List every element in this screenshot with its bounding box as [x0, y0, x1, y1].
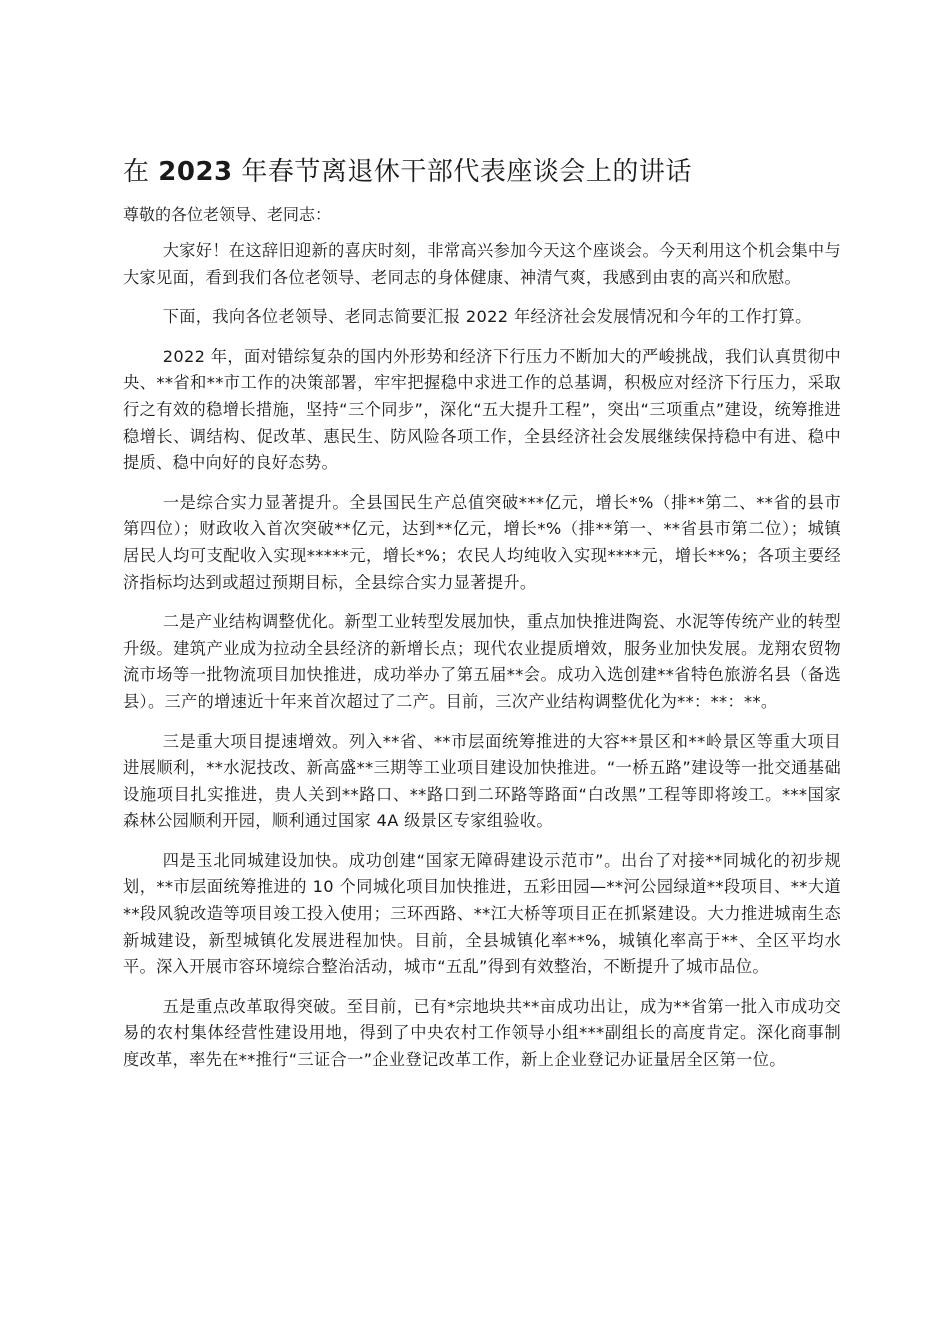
document-title [123, 150, 841, 194]
paragraph-intro: 下面，我向各位老领导、老同志简要汇报 2022 年经济社会发展情况和今年的工作打算。 [162, 307, 812, 327]
paragraph-overview: 2022 年，面对错综复杂的国内外形势和经济下行压力不断加大的严峻挑战，我们认真贯彻中央、**省和**市工作的决策部署，牢牢把握稳中求进工作的总基调，积极应对经济下行压力，采取行之有效的稳增长措施，坚持“三个同步”，深化“五大提升工程”，突出“三项重点”建设，统筹推进稳增长、调结构、促改革、惠民生、防风险各项工作，全县经济社会发展继续保持稳中有进、稳中提质、稳中向好的良好态势。 [123, 346, 841, 473]
title-prefix: 在 [123, 157, 150, 187]
title-year: 2023 [158, 157, 233, 187]
paragraph-point-3: 三是重大项目提速增效。列入**省、**市层面统筹推进的大容**景区和**岭景区等重大项目进展顺利，**水泥技改、新高盛**三期等工业项目建设加快推进。“一桥五路”建设等一批交通基础设施项目扎实推进，贵人关到**路口、**路口到二环路等路面“白改黑”工程等即将竣工。***国家森林公园顺利开园，顺利通过国家 4A 级景区专家组验收。 [123, 731, 841, 831]
document-page [123, 150, 841, 1087]
salutation: 尊敬的各位老领导、老同志： [123, 205, 332, 224]
paragraph-point-4: 四是玉北同城建设加快。成功创建“国家无障碍建设示范市”。出台了对接**同城化的初步规划，**市层面统筹推进的 10 个同城化项目加快推进，五彩田园—**河公园绿道**段项目、**大道**段风貌改造等项目竣工投入使用；三环西路、**江大桥等项目正在抓紧建设。大力推进城南生态新城建设，新型城镇化发展进程加快。目前，全县城镇化率**%，城镇化率高于**、全区平均水平。深入开展市容环境综合整治活动，城市“五乱”得到有效整治，不断提升了城市品位。 [123, 850, 841, 977]
paragraph-greeting: 大家好！在这辞旧迎新的喜庆时刻，非常高兴参加今天这个座谈会。今天利用这个机会集中与大家见面，看到我们各位老领导、老同志的身体健康、神清气爽，我感到由衷的高兴和欣慰。 [123, 241, 841, 287]
title-suffix: 年春节离退休干部代表座谈会上的讲话 [241, 157, 692, 187]
paragraph-point-1: 一是综合实力显著提升。全县国民生产总值突破***亿元，增长*%（排**第二、**省的县市第四位）；财政收入首次突破**亿元，达到**亿元，增长*%（排**第一、**省县市第二位）；城镇居民人均可支配收入实现*****元，增长*%；农民人均纯收入实现****元，增长**%；各项主要经济指标均达到或超过预期目标，全县综合实力显著提升。 [123, 492, 841, 592]
paragraph-point-2: 二是产业结构调整优化。新型工业转型发展加快，重点加快推进陶瓷、水泥等传统产业的转型升级。建筑产业成为拉动全县经济的新增长点；现代农业提质增效，服务业加快发展。龙翔农贸物流市场等一批物流项目加快推进，成功举办了第五届**会。成功入选创建**省特色旅游名县（备选县）。三产的增速近十年来首次超过了二产。目前，三次产业结构调整优化为**：**：**。 [123, 612, 841, 711]
paragraph-point-5: 五是重点改革取得突破。至目前，已有*宗地块共**亩成功出让，成为**省第一批入市成功交易的农村集体经营性建设用地，得到了中央农村工作领导小组***副组长的高度肯定。深化商事制度改革，率先在**推行“三证合一”企业登记改革工作，新上企业登记办证量居全区第一位。 [123, 996, 841, 1070]
